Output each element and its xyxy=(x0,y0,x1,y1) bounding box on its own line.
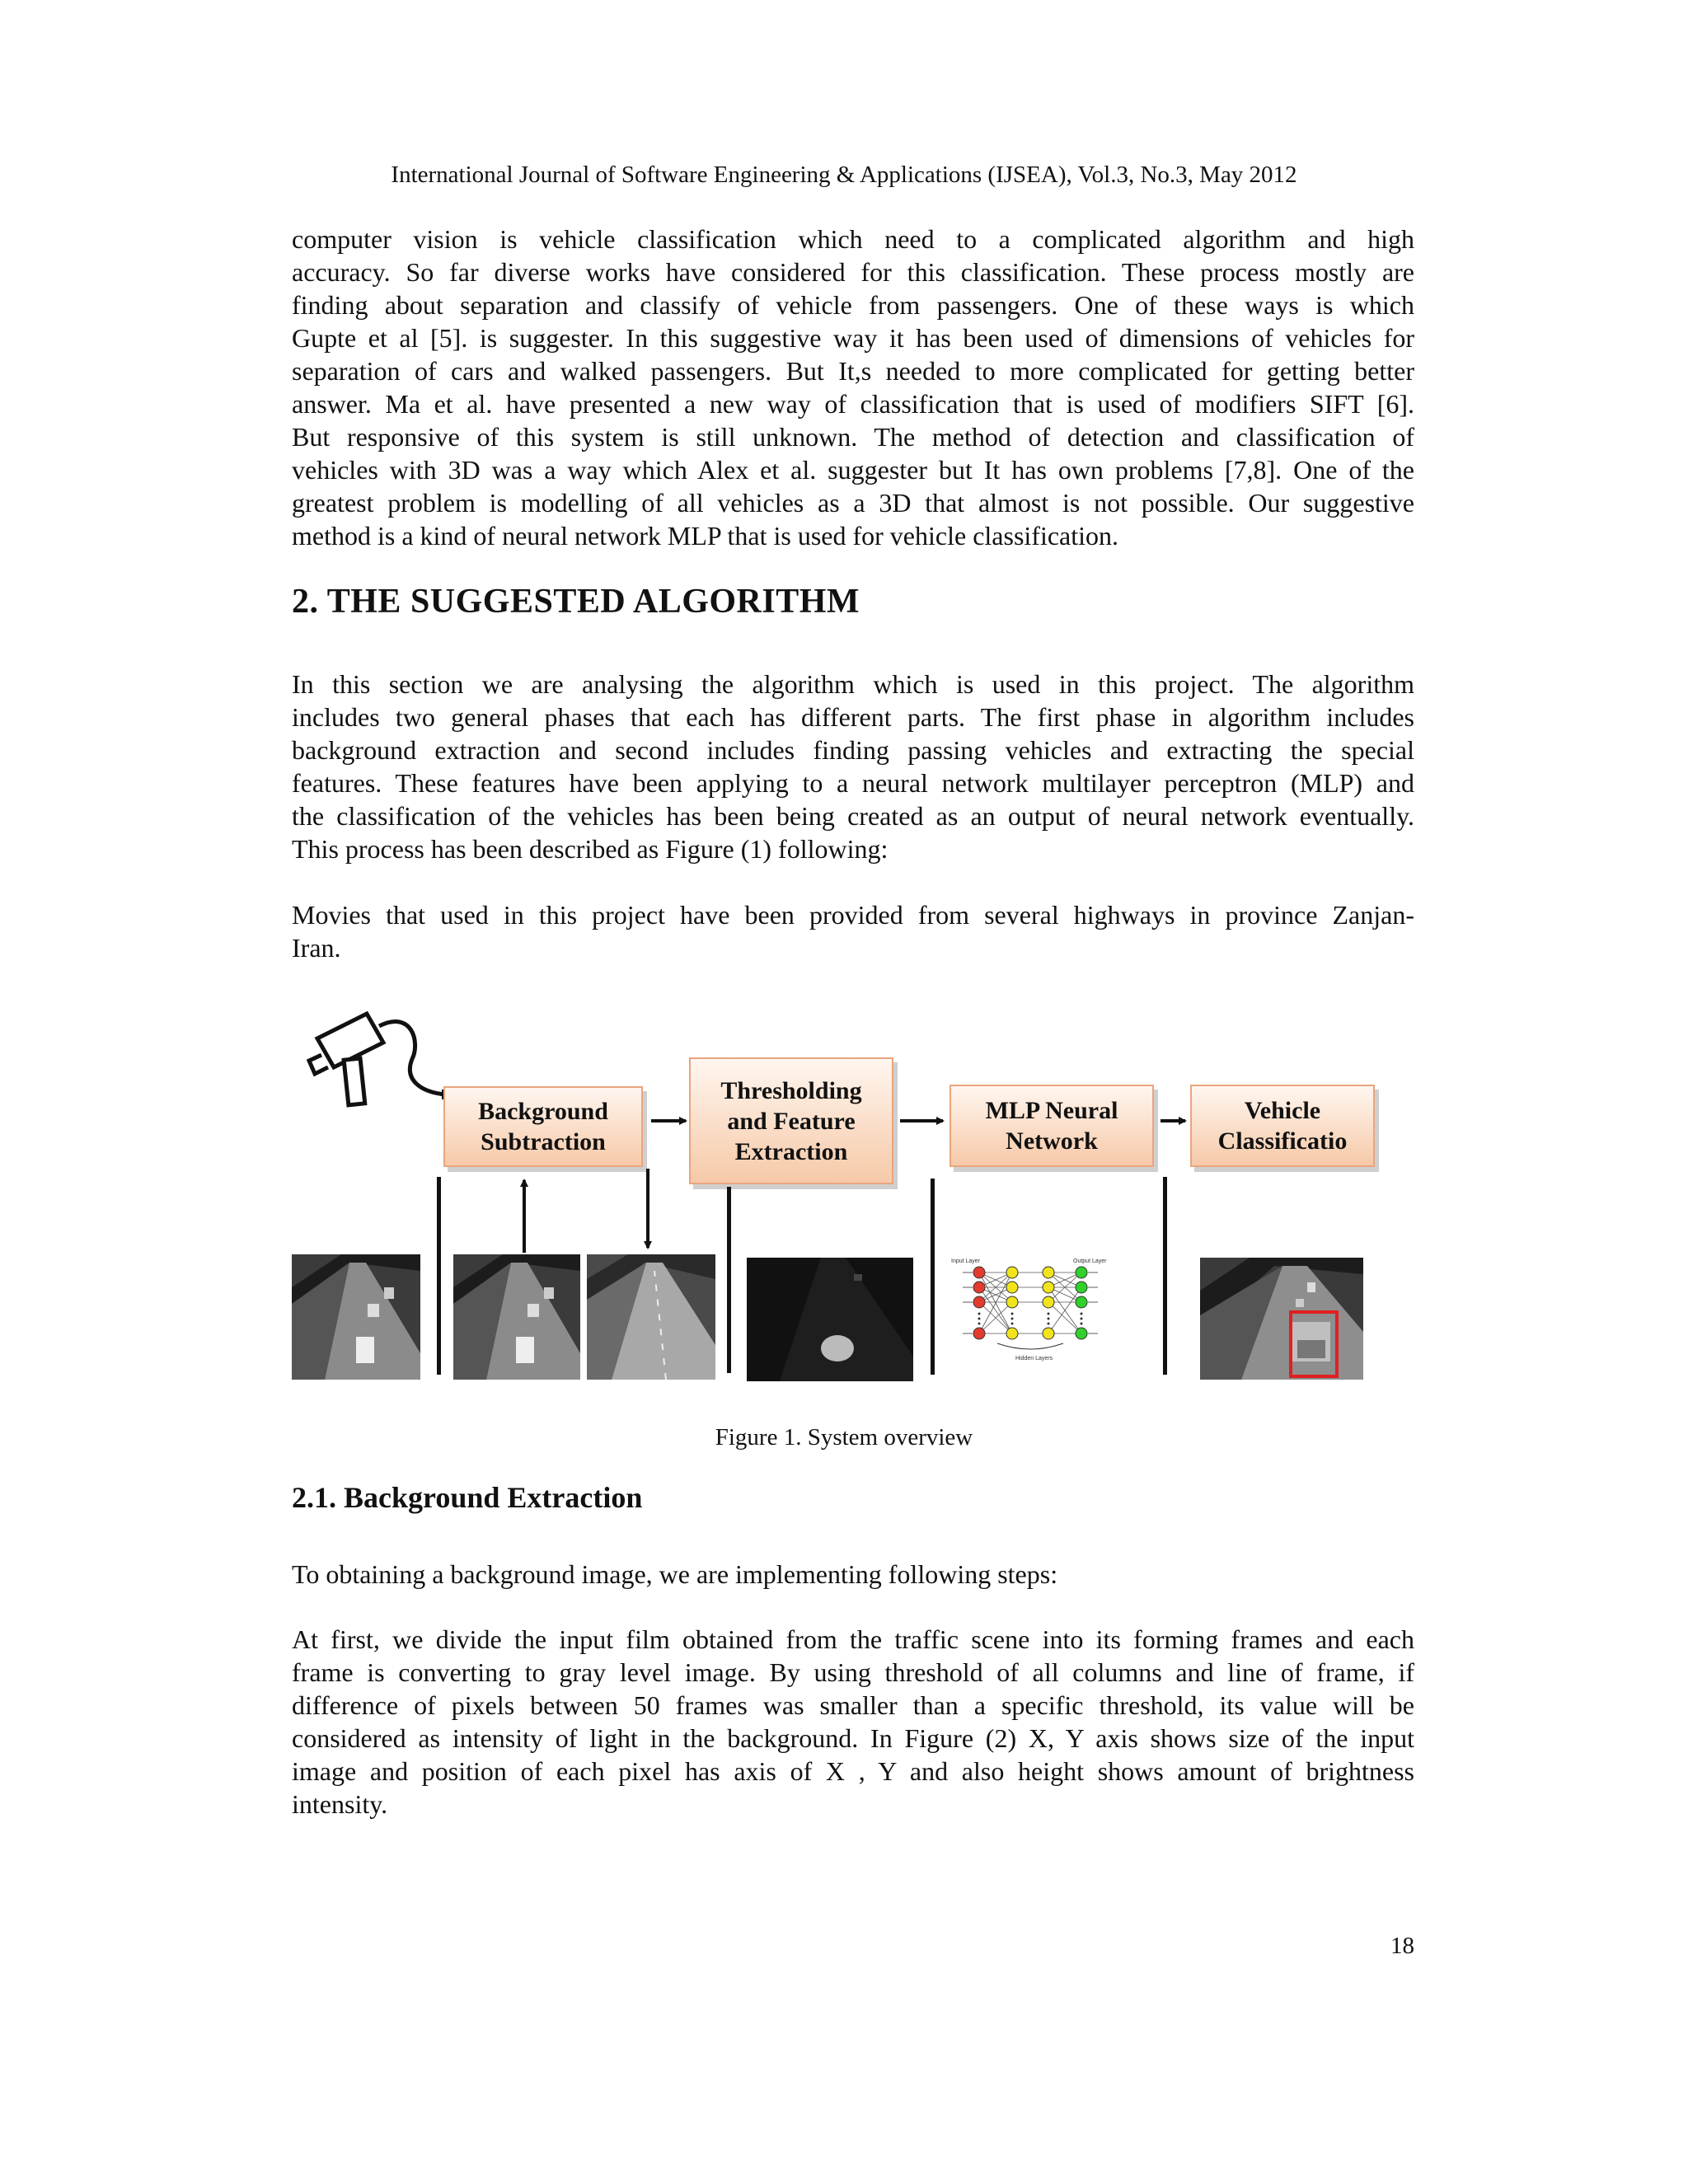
input-neuron xyxy=(973,1328,985,1339)
box-label: MLP Neural xyxy=(985,1097,1118,1124)
text-line: Gupte et al [5]. is suggester. In this suggestive way it has been used of dimensions of vehicles for xyxy=(292,323,1414,353)
box-label: Thresholding xyxy=(720,1076,862,1104)
road-frame-image xyxy=(292,1254,420,1380)
threshold-frame-image xyxy=(747,1258,913,1381)
text-line: background extraction and second includes finding passing vehicles and extracting the special xyxy=(292,735,1414,765)
output-neuron xyxy=(1076,1296,1087,1308)
box-label: Network xyxy=(1006,1127,1098,1155)
text-line: method is a kind of neural network MLP that is used for vehicle classification. xyxy=(292,521,1119,551)
hidden-neuron xyxy=(1006,1282,1018,1293)
road-frame-image xyxy=(453,1254,580,1380)
classified-vehicle-image xyxy=(1200,1258,1363,1380)
section-title: 2. THE SUGGESTED ALGORITHM xyxy=(292,583,860,621)
steps-paragraph xyxy=(292,1558,1414,1591)
text-line: But responsive of this system is still unknown. The method of detection and classification of xyxy=(292,422,1414,452)
hidden-neuron xyxy=(1043,1267,1054,1278)
output-neuron xyxy=(1076,1282,1087,1293)
text-line: intensity. xyxy=(292,1789,388,1819)
text-line: frame is converting to gray level image. By using threshold of all columns and line of frame, if xyxy=(292,1657,1414,1687)
input-neuron xyxy=(973,1296,985,1308)
output-neuron xyxy=(1076,1328,1087,1339)
text-line: image and position of each pixel has axis of X , Y and also height shows amount of brightness xyxy=(292,1756,1414,1786)
text-line: features. These features have been applying to a neural network multilayer perceptron (MLP) and xyxy=(292,768,1414,798)
text-line: accuracy. So far diverse works have considered for this classification. These process mostly are xyxy=(292,257,1414,287)
figure-caption: Figure 1. System overview xyxy=(715,1424,973,1451)
text-line: greatest problem is modelling of all vehicles as a 3D that almost is not possible. Our suggestive xyxy=(292,488,1414,518)
hidden-neuron xyxy=(1006,1296,1018,1308)
text-line: finding about separation and classify of vehicle from passengers. One of these ways is which xyxy=(292,290,1414,320)
text-line: This process has been described as Figure (1) following: xyxy=(292,834,889,864)
input-neuron xyxy=(973,1267,985,1278)
input-layer-label: Input Layer xyxy=(951,1258,981,1264)
box-label: and Feature xyxy=(727,1107,856,1135)
input-neuron xyxy=(973,1282,985,1293)
text-line: difference of pixels between 50 frames was smaller than a specific threshold, its value will be xyxy=(292,1690,1414,1720)
box-label: Subtraction xyxy=(481,1128,606,1155)
text-line: the classification of the vehicles has been being created as an output of neural network eventually. xyxy=(292,801,1414,831)
first-step-paragraph xyxy=(292,1623,1414,1821)
hidden-neuron xyxy=(1043,1296,1054,1308)
text-line: separation of cars and walked passengers. But It,s needed to more complicated for getting better xyxy=(292,356,1414,386)
hidden-neuron xyxy=(1043,1328,1054,1339)
separator-bar xyxy=(931,1179,935,1375)
text-line: Iran. xyxy=(292,933,341,963)
background-frame-image xyxy=(587,1254,715,1380)
text-line: Movies that used in this project have been provided from several highways in province Zanjan- xyxy=(292,900,1414,930)
box-label: Classificatio xyxy=(1217,1127,1348,1155)
text-line: considered as intensity of light in the background. In Figure (2) X, Y axis shows size of the input xyxy=(292,1723,1414,1753)
hidden-neuron xyxy=(1043,1282,1054,1293)
text-line: computer vision is vehicle classification which need to a complicated algorithm and high xyxy=(292,224,1414,254)
hidden-neuron xyxy=(1006,1267,1018,1278)
page-number: 18 xyxy=(1390,1933,1414,1959)
output-neuron xyxy=(1076,1267,1087,1278)
box-label: Background xyxy=(478,1098,608,1125)
neural-network-image xyxy=(940,1254,1129,1370)
text-line: answer. Ma et al. have presented a new way of classification that is used of modifiers SIFT [6]. xyxy=(292,389,1414,419)
text-line: At first, we divide the input film obtained from the traffic scene into its forming frames and each xyxy=(292,1624,1414,1654)
separator-bar xyxy=(437,1177,441,1375)
text-line: To obtaining a background image, we are implementing following steps: xyxy=(292,1559,1058,1589)
output-layer-label: Output Layer xyxy=(1073,1258,1107,1264)
text-line: vehicles with 3D was a way which Alex et al. suggester but It has own problems [7,8]. One of the xyxy=(292,455,1414,485)
separator-bar xyxy=(727,1187,731,1373)
journal-header: International Journal of Software Engineering & Applications (IJSEA), Vol.3, No.3, May 2012 xyxy=(391,162,1297,188)
box-label: Extraction xyxy=(734,1137,848,1165)
separator-bar xyxy=(1163,1177,1167,1375)
box-label: Vehicle xyxy=(1244,1097,1321,1124)
hidden-neuron xyxy=(1006,1328,1018,1339)
hidden-layers-label: Hidden Layers xyxy=(1015,1356,1053,1361)
text-line: includes two general phases that each has different parts. The first phase in algorithm includes xyxy=(292,702,1414,732)
subsection-title: 2.1. Background Extraction xyxy=(292,1481,643,1514)
text-line: In this section we are analysing the algorithm which is used in this project. The algorithm xyxy=(292,669,1414,699)
